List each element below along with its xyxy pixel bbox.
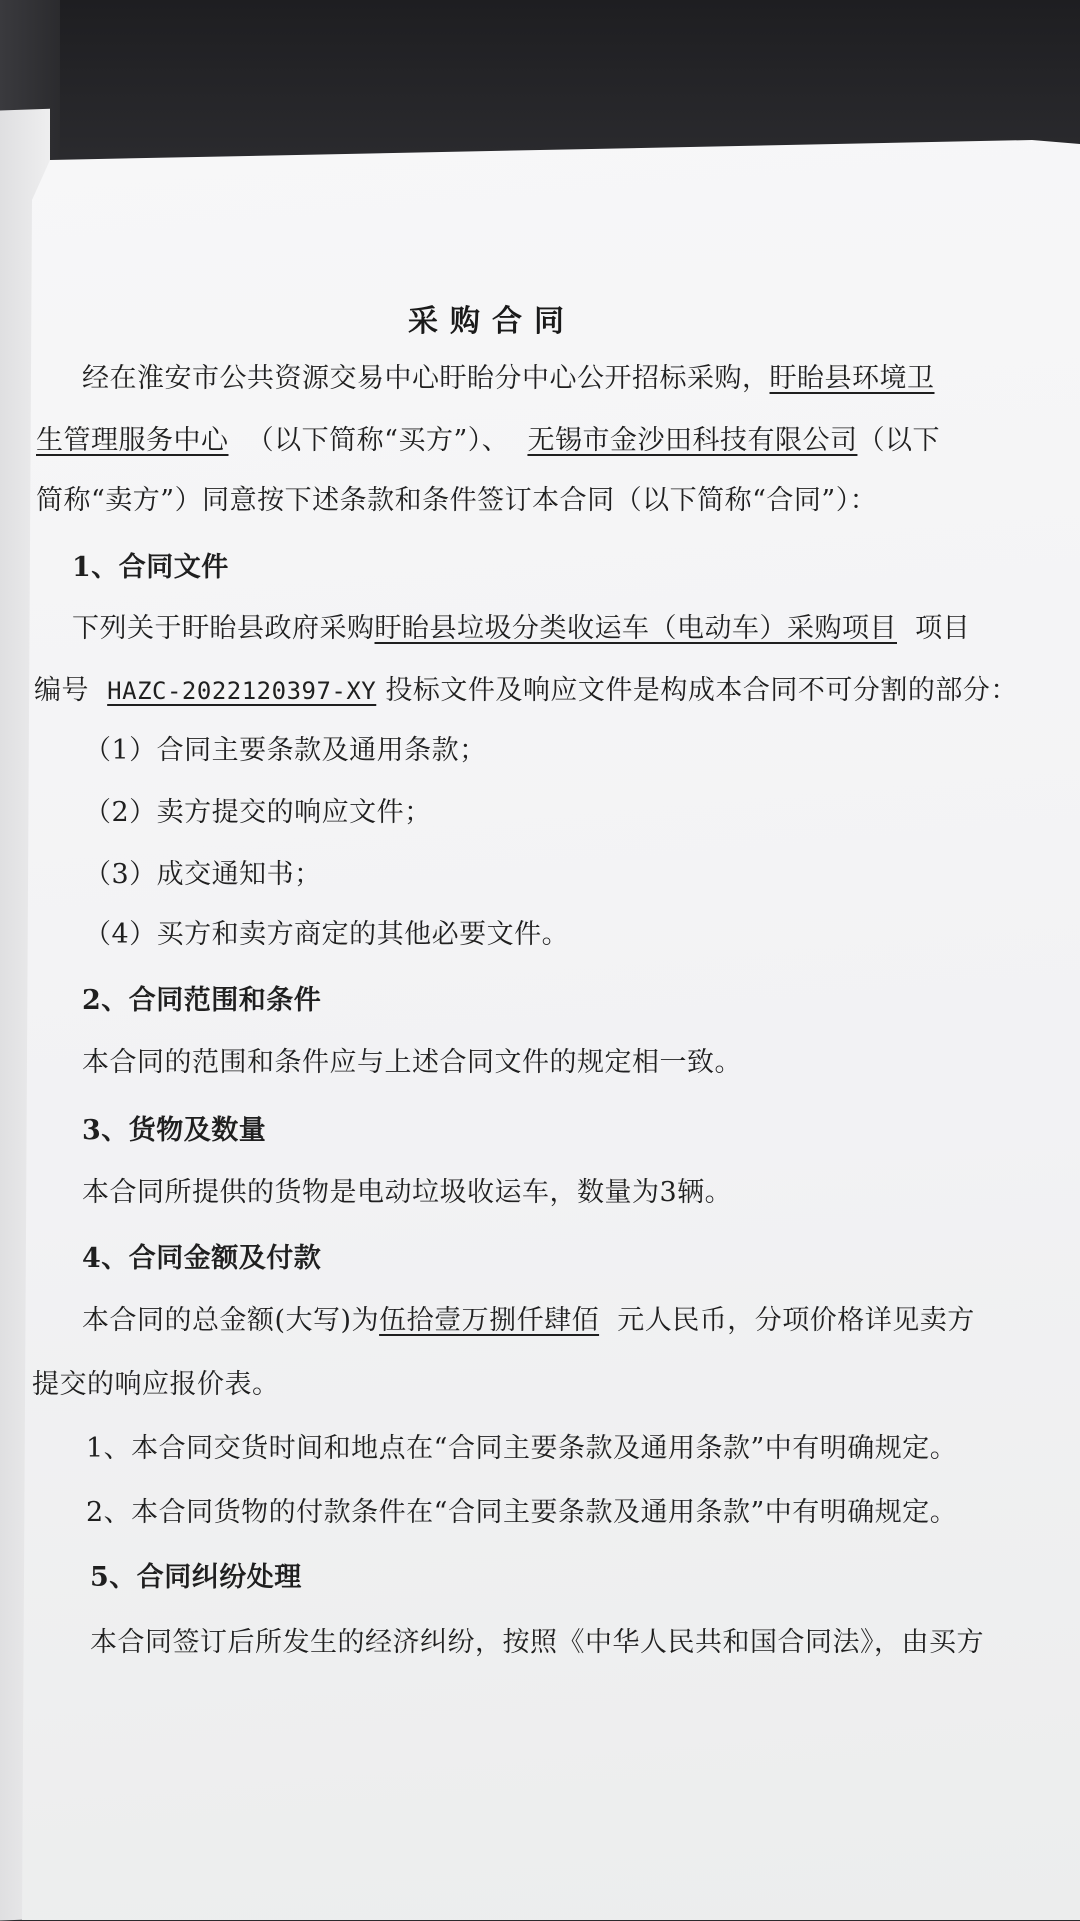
section-4-para-1 xyxy=(82,1298,975,1337)
project-number: HAZC-2022120397-XY xyxy=(107,677,377,705)
s4-text: 本合同的总金额(大写)为 xyxy=(82,1305,380,1336)
section-5-body: 本合同签订后所发生的经济纠纷，按照《中华人民共和国合同法》，由买方 xyxy=(90,1627,984,1658)
section-1-para-1 xyxy=(72,606,970,645)
intro-text: （以下 xyxy=(857,425,940,456)
section-5-heading: 5、合同纠纷处理 xyxy=(90,1562,302,1593)
intro-line-2 xyxy=(36,418,940,457)
section-1-para-2 xyxy=(34,668,1018,707)
section-4-heading: 4、合同金额及付款 xyxy=(82,1243,322,1274)
buyer-name-part: 盱眙县环境卫 xyxy=(769,363,935,394)
buyer-alias: （以下简称“买方”）、 xyxy=(246,425,510,456)
list-item: （1）合同主要条款及通用条款； xyxy=(84,735,487,766)
section-1-heading: 1、合同文件 xyxy=(72,552,229,583)
document-title: 采购合同 xyxy=(408,304,576,339)
intro-line-1 xyxy=(82,356,935,395)
intro-line-3: 简称“卖方”）同意按下述条款和条件签订本合同（以下简称“合同”）： xyxy=(36,485,878,516)
s1-text: 下列关于盱眙县政府采购 xyxy=(72,613,375,644)
s1-text: 项目 xyxy=(915,613,971,644)
list-item: （3）成交通知书； xyxy=(84,859,322,890)
s1-text: 编号 xyxy=(34,675,89,706)
project-name: 盱眙县垃圾分类收运车（电动车）采购项目 xyxy=(374,613,897,644)
total-amount: 伍拾壹万捌仟肆佰 xyxy=(379,1305,600,1336)
list-item: （2）卖方提交的响应文件； xyxy=(84,797,432,828)
buyer-name-rest: 生管理服务中心 xyxy=(36,425,229,456)
s4-text: 元人民币，分项价格详见卖方 xyxy=(617,1305,975,1336)
section-2-heading: 2、合同范围和条件 xyxy=(82,985,322,1016)
intro-text: 经在淮安市公共资源交易中心盱眙分中心公开招标采购， xyxy=(82,363,770,394)
section-4-item-2: 2、本合同货物的付款条件在“合同主要条款及通用条款”中有明确规定。 xyxy=(86,1497,958,1528)
list-item: （4）买方和卖方商定的其他必要文件。 xyxy=(84,919,570,950)
seller-name: 无锡市金沙田科技有限公司 xyxy=(527,425,858,456)
section-3-body: 本合同所提供的货物是电动垃圾收运车，数量为3辆。 xyxy=(82,1177,733,1208)
section-4-para-2: 提交的响应报价表。 xyxy=(32,1369,280,1400)
section-2-body: 本合同的范围和条件应与上述合同文件的规定相一致。 xyxy=(82,1047,742,1078)
section-3-heading: 3、货物及数量 xyxy=(82,1115,267,1146)
section-4-item-1: 1、本合同交货时间和地点在“合同主要条款及通用条款”中有明确规定。 xyxy=(86,1433,958,1464)
s1-text: 投标文件及响应文件是构成本合同不可分割的部分： xyxy=(385,675,1018,706)
